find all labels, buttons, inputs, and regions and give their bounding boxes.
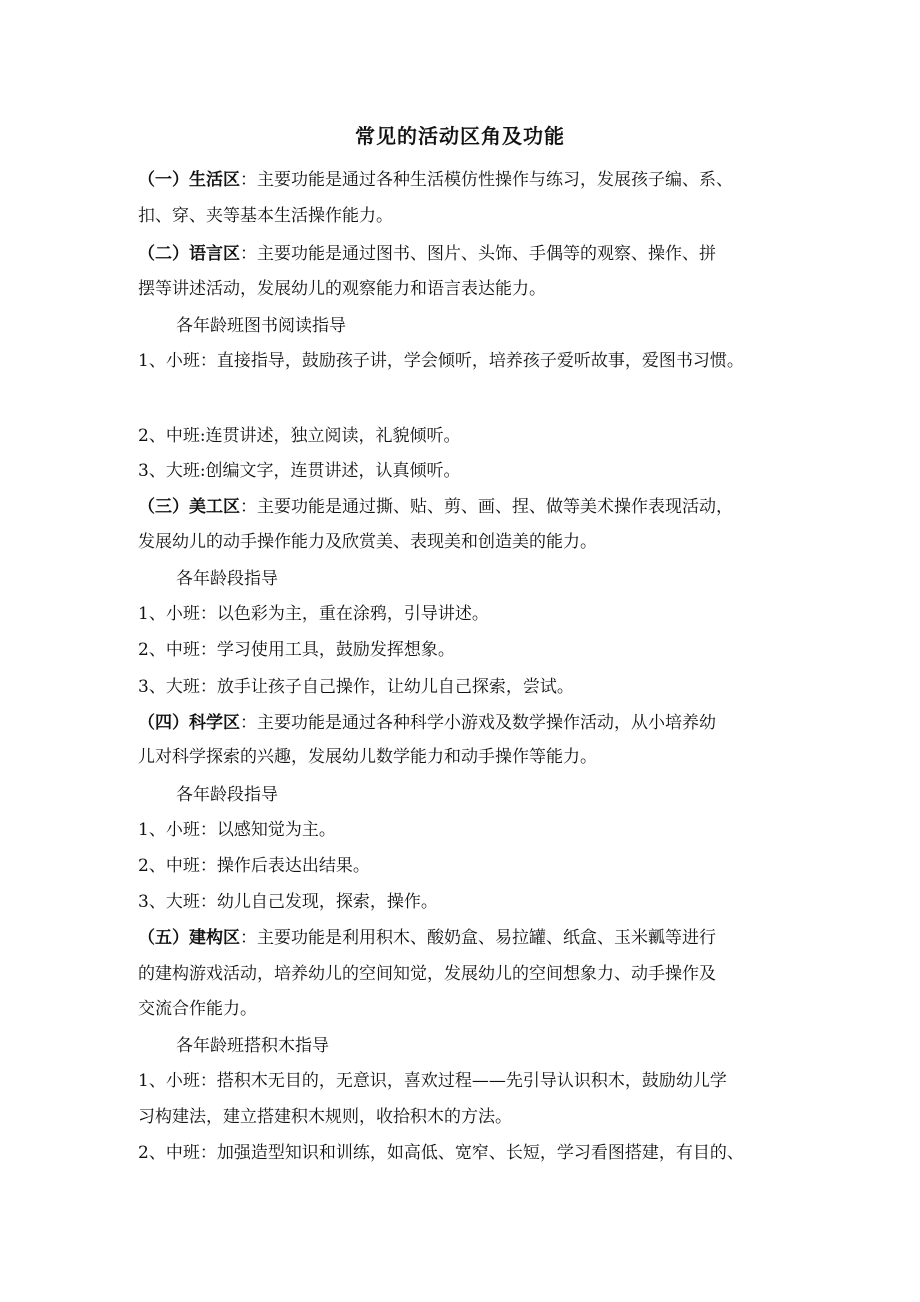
paragraph-art-line-1	[138, 495, 733, 519]
subheading-language: 各年龄班图书阅读指导	[176, 316, 346, 336]
subheading-art: 各年龄段指导	[176, 569, 278, 589]
section-heading-construction: （五）建构区	[138, 928, 240, 948]
subheading-science: 各年龄段指导	[176, 785, 278, 805]
section-heading-science: （四）科学区	[138, 713, 240, 733]
paragraph-language-line-1	[138, 242, 716, 266]
paragraph-science-line-1	[138, 711, 716, 735]
section-text: ：主要功能是通过撕、贴、剪、画、捏、做等美术操作表现活动，	[240, 497, 733, 517]
list-item: 习构建法，建立搭建积木规则，收拾积木的方法。	[138, 1107, 512, 1127]
list-item: 1、小班：搭积木无目的，无意识，喜欢过程——先引导认识积木，鼓励幼儿学	[138, 1071, 727, 1091]
list-item: 3、大班:创编文字，连贯讲述，认真倾听。	[138, 461, 461, 481]
section-text: ：主要功能是利用积木、酸奶盒、易拉罐、纸盒、玉米瓤等进行	[240, 928, 716, 948]
page-title: 常见的活动区角及功能	[355, 124, 565, 148]
paragraph-science-line-2: 儿对科学探索的兴趣，发展幼儿数学能力和动手操作等能力。	[138, 747, 597, 767]
paragraph-art-line-2: 发展幼儿的动手操作能力及欣赏美、表现美和创造美的能力。	[138, 532, 597, 552]
paragraph-language-line-2: 摆等讲述活动，发展幼儿的观察能力和语言表达能力。	[138, 279, 546, 299]
paragraph-construction-line-3: 交流合作能力。	[138, 999, 257, 1019]
paragraph-construction-line-2: 的建构游戏活动，培养幼儿的空间知觉，发展幼儿的空间想象力、动手操作及	[138, 964, 716, 984]
section-heading-life: （一）生活区	[138, 170, 240, 190]
list-item: 2、中班：学习使用工具，鼓励发挥想象。	[138, 640, 455, 660]
list-item: 3、大班：幼儿自己发现，探索，操作。	[138, 892, 438, 912]
list-item: 1、小班：以感知觉为主。	[138, 820, 336, 840]
section-text: ：主要功能是通过各种科学小游戏及数学操作活动，从小培养幼	[240, 713, 716, 733]
section-heading-art: （三）美工区	[138, 497, 240, 517]
list-item: 1、小班：直接指导，鼓励孩子讲，学会倾听，培养孩子爱听故事，爱图书习惯。	[138, 351, 744, 371]
paragraph-life-line-1	[138, 168, 733, 192]
section-text: ：主要功能是通过各种生活模仿性操作与练习，发展孩子编、系、	[240, 170, 733, 190]
list-item: 1、小班：以色彩为主，重在涂鸦，引导讲述。	[138, 604, 489, 624]
paragraph-life-line-2: 扣、穿、夹等基本生活操作能力。	[138, 206, 393, 226]
list-item: 2、中班:连贯讲述，独立阅读，礼貌倾听。	[138, 426, 461, 446]
paragraph-construction-line-1	[138, 926, 716, 950]
list-item: 2、中班：操作后表达出结果。	[138, 856, 370, 876]
subheading-construction: 各年龄班搭积木指导	[176, 1036, 329, 1056]
section-heading-language: （二）语言区	[138, 244, 240, 264]
list-item: 3、大班：放手让孩子自己操作，让幼儿自己探索，尝试。	[138, 677, 574, 697]
list-item: 2、中班：加强造型知识和训练，如高低、宽窄、长短，学习看图搭建，有目的、	[138, 1143, 744, 1163]
section-text: ：主要功能是通过图书、图片、头饰、手偶等的观察、操作、拼	[240, 244, 716, 264]
